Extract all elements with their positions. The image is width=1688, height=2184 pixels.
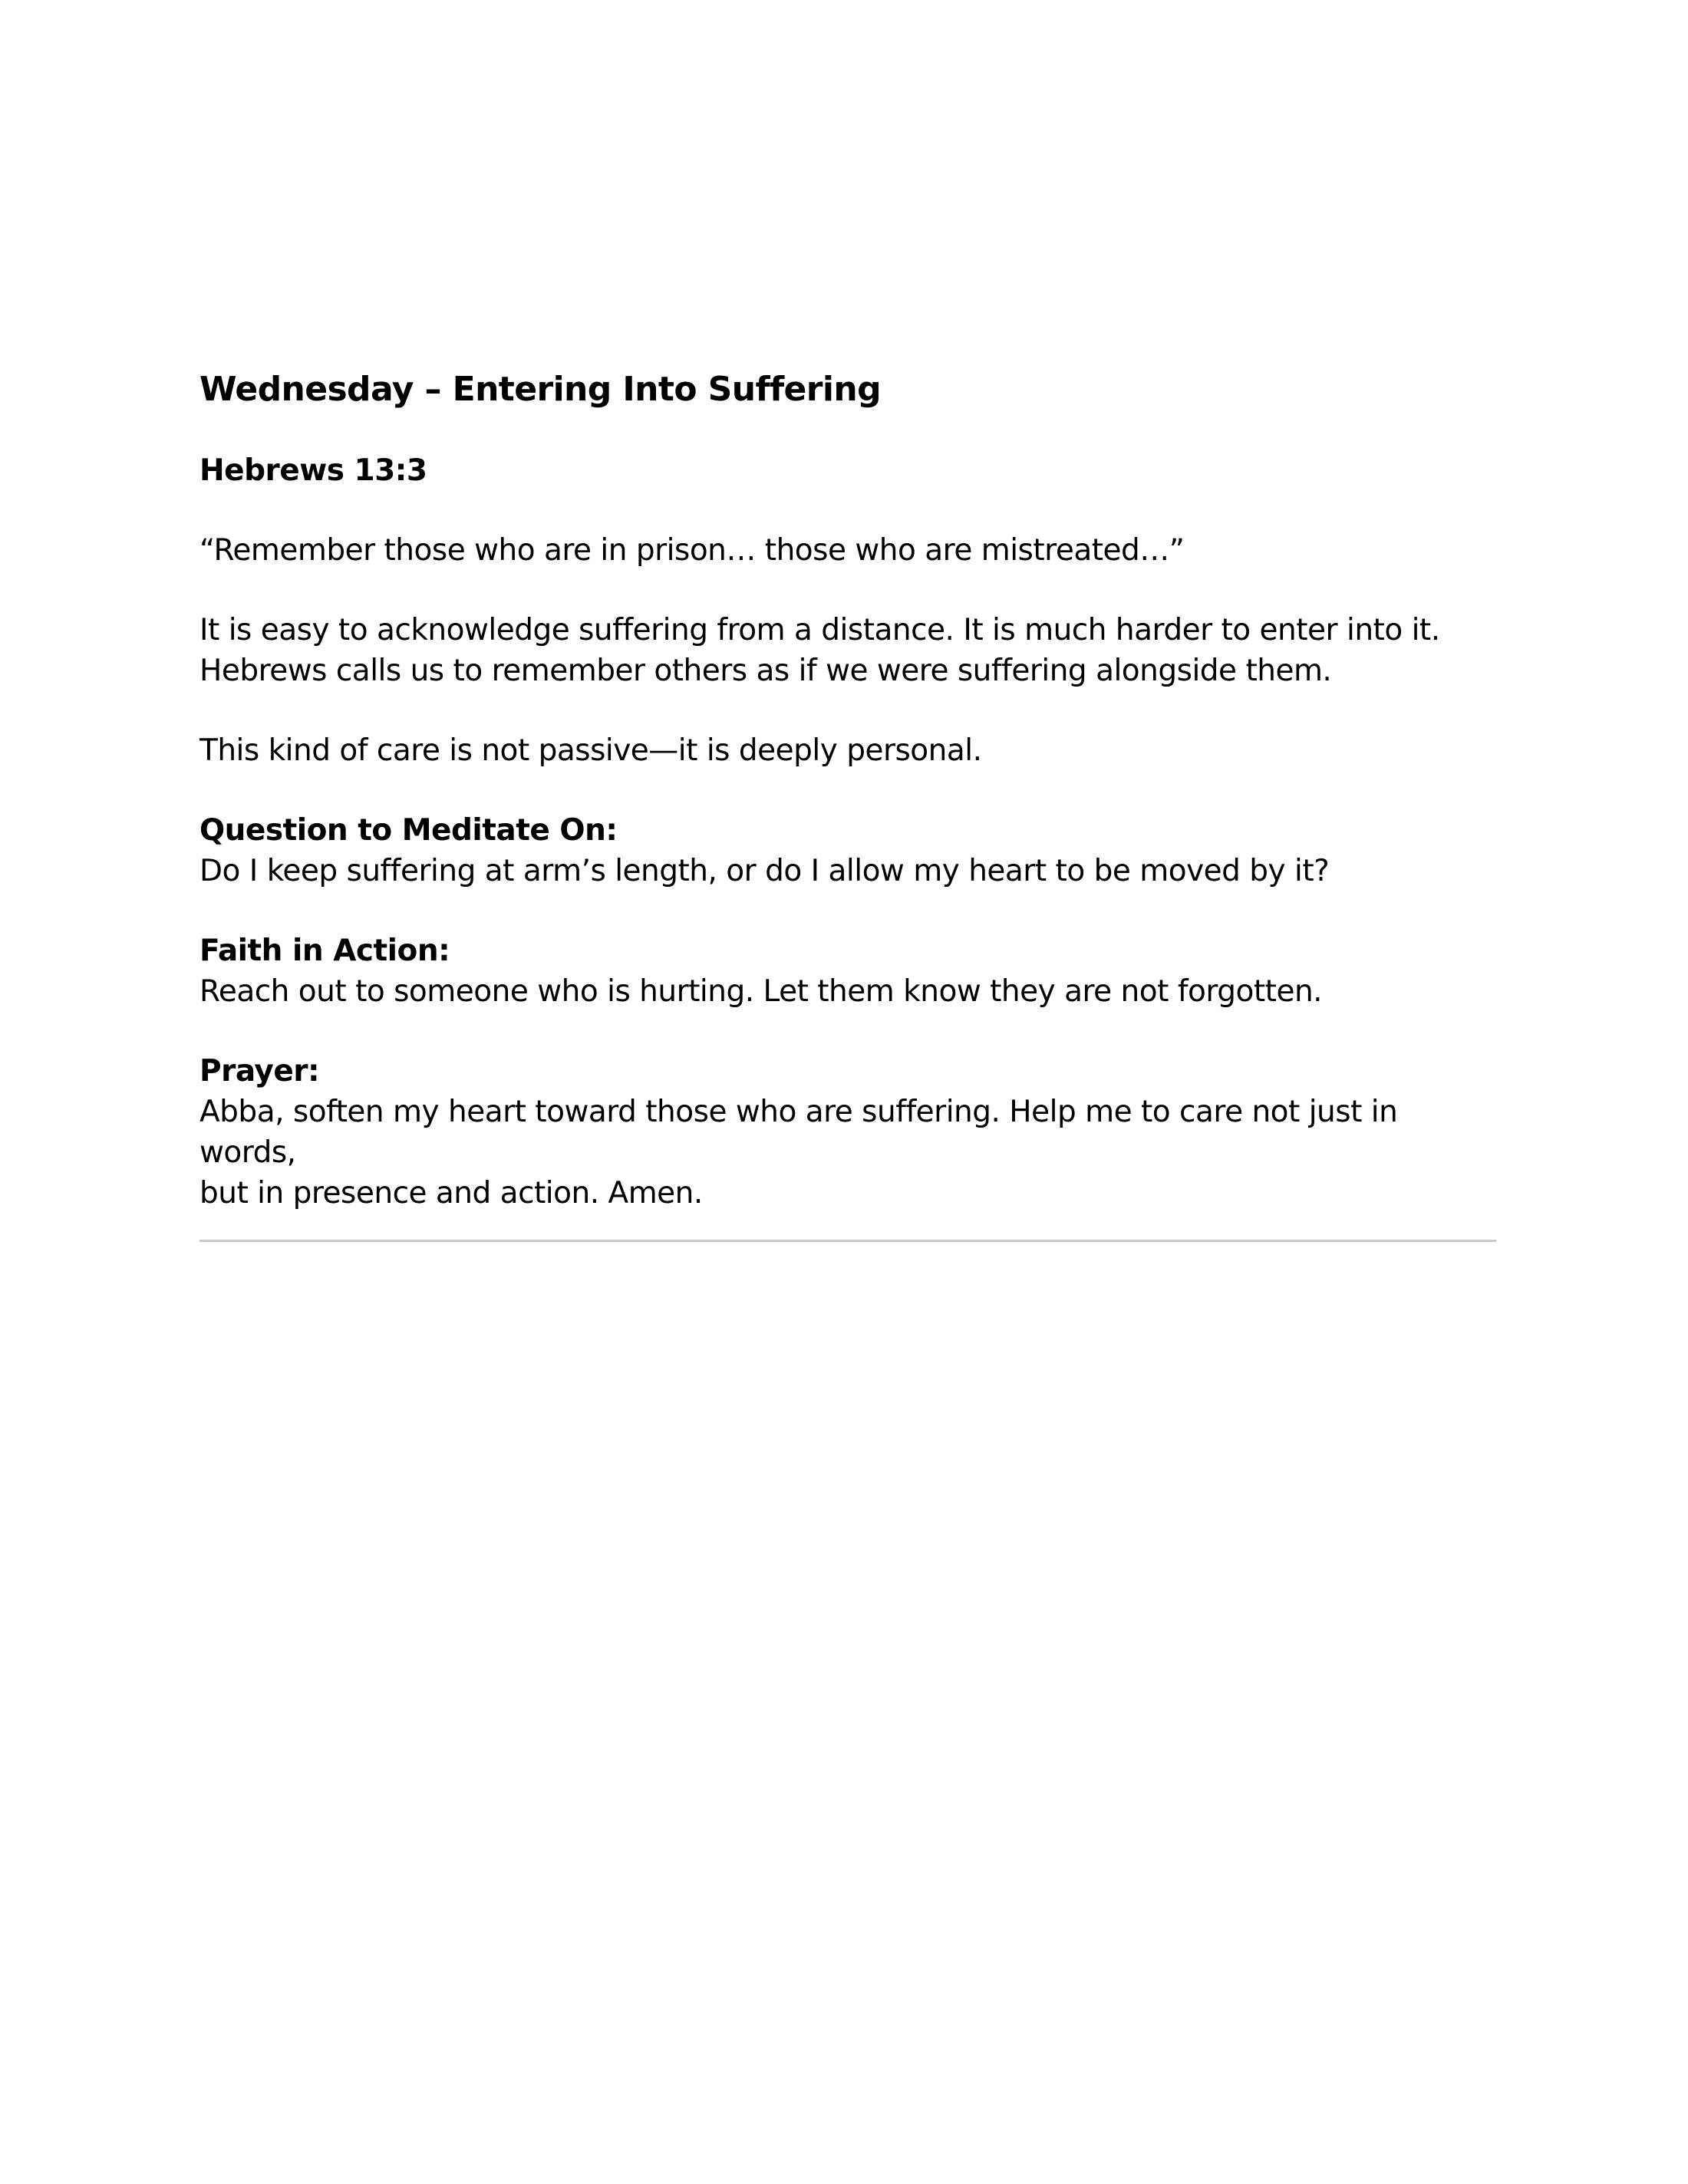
reflection-line: It is easy to acknowledge suffering from a distance. It is much harder to enter into it. xyxy=(199,613,1440,647)
prayer-line: but in presence and action. Amen. xyxy=(199,1176,703,1211)
faith-in-action-section xyxy=(199,931,1496,1012)
emphasis-paragraph: This kind of care is not passive—it is deeply personal. xyxy=(199,733,982,768)
meditation-section xyxy=(199,810,1496,891)
faith-in-action-text: Reach out to someone who is hurting. Let them know they are not forgotten. xyxy=(199,974,1323,1009)
page-title: Wednesday – Entering Into Suffering xyxy=(199,370,882,409)
prayer-line: Abba, soften my heart toward those who are suffering. Help me to care not just in words, xyxy=(199,1095,1398,1170)
scripture-quote: “Remember those who are in prison… those who are mistreated…” xyxy=(199,533,1185,568)
faith-in-action-heading: Faith in Action: xyxy=(199,934,450,968)
horizontal-divider xyxy=(199,1240,1496,1242)
reflection-paragraph xyxy=(199,610,1496,691)
meditation-text: Do I keep suffering at arm’s length, or do I allow my heart to be moved by it? xyxy=(199,854,1330,888)
prayer-section xyxy=(199,1051,1496,1214)
devotional-content xyxy=(199,367,1496,1214)
prayer-heading: Prayer: xyxy=(199,1054,320,1089)
reflection-line: Hebrews calls us to remember others as if we were suffering alongside them. xyxy=(199,654,1332,688)
meditation-heading: Question to Meditate On: xyxy=(199,813,618,848)
scripture-reference: Hebrews 13:3 xyxy=(199,453,427,488)
